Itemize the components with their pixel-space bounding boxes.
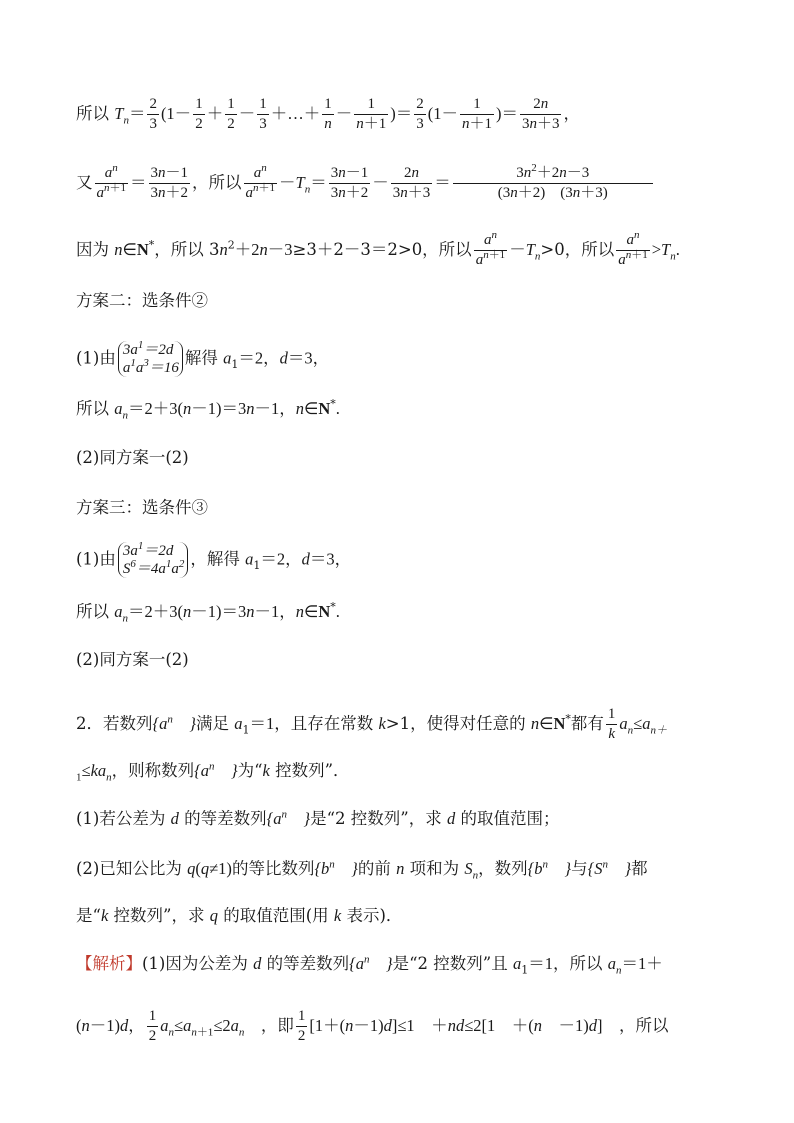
plan-two-step2: (2)同方案一(2) xyxy=(76,448,189,467)
solution-line2: (n－1)d， $\frac{1}{2}$ $a_n\le a_{n+1}\le 2a_n$ ，即 $\frac{1}{2}$ [1＋(n－1)d]≤1 ＋nd≤2[1 ＋(n －1)d] ，所以 xyxy=(76,1008,669,1044)
plan-two-step1: (1)由 $3a^1=2d$ $a^1a^3=16$ 解得 $a_1=2$，d＝3， xyxy=(76,339,330,376)
plan-three-step1: (1)由 $3a^1=2d$ $S^6=4a^1a^2$ ，解得 $a_1=2$，d＝3， xyxy=(76,540,352,577)
question-2-part2-line1: (2)已知公比为 q(q≠1)的等比数列{$b^n$ }的前 n 项和为 $S_n$，数列{$b^n$ }与{$S^n$ }都 xyxy=(76,858,648,882)
plan-three-step2: (2)同方案一(2) xyxy=(76,650,189,669)
plan-three-step1-result: 所以 $a_n=2+3(n-1)=3n-1$，n∈N*. xyxy=(76,600,340,625)
solution-line1: 【解析】(1)因为公差为 d 的等差数列{$a^n$ }是“2 控数列”且 $a_1=1$，所以 $a_n=1+$ xyxy=(76,953,663,977)
line-ratio: 又 $\frac{a^n}{a^{n+1}}$ ＝ $\frac{3n-1}{3n+2}$ ，所以 $\frac{a^n}{a^{n+1}}$ $-T_n=$ $\frac{3n-1}{3n+2}$ － $\frac{2n}{3n+3}$ ＝ $\frac{3n^2+2n-3}{(3n+2) (3n+3)}$ xyxy=(76,164,655,203)
plan-three-heading: 方案三：选条件③ xyxy=(76,498,208,517)
solution-tag: 【解析】 xyxy=(76,954,142,973)
plan-two-step1-result: 所以 $a_n=2+3(n-1)=3n-1$，n∈N*. xyxy=(76,397,340,422)
line-tn-sum: 所以 $T_n=$ $\frac{2}{3}$ (1－ $\frac{1}{2}$ ＋ $\frac{1}{2}$ － $\frac{1}{3}$ ＋…＋ $\frac{1}{n}$ － $\frac{1}{n+1}$ )＝ $\frac{2}{3}$ (1－ $\frac{1}{n+1}$ )＝ $\frac{2n}{3n+3}$ ， xyxy=(76,96,580,132)
plan-two-heading: 方案二：选条件② xyxy=(76,291,208,310)
line-conclusion: 因为 n∈N*，所以 $3n^2+2n-3\ge 3+2-3=2>0$，所以 $\frac{a^n}{a^{n+1}}$ $-T_n>0$，所以 $\frac{a^n}{a^{n+1}}$ $>T_n$. xyxy=(76,229,680,268)
question-2-line1: 2．若数列{$a^n$ }满足 $a_1=1$，且存在常数 k>1，使得对任意的 n∈N*都有 $\frac{1}{k}$ $a_n\le a_{n+}$ xyxy=(76,706,667,742)
question-2-line2: $_1\le ka_n$，则称数列{$a^n$ }为“k 控数列”． xyxy=(76,760,350,784)
question-2-part2-line2: 是“k 控数列”，求 q 的取值范围(用 k 表示)． xyxy=(76,906,403,925)
question-2-part1: (1)若公差为 d 的等差数列{$a^n$ }是“2 控数列”，求 d 的取值范围； xyxy=(76,808,560,828)
